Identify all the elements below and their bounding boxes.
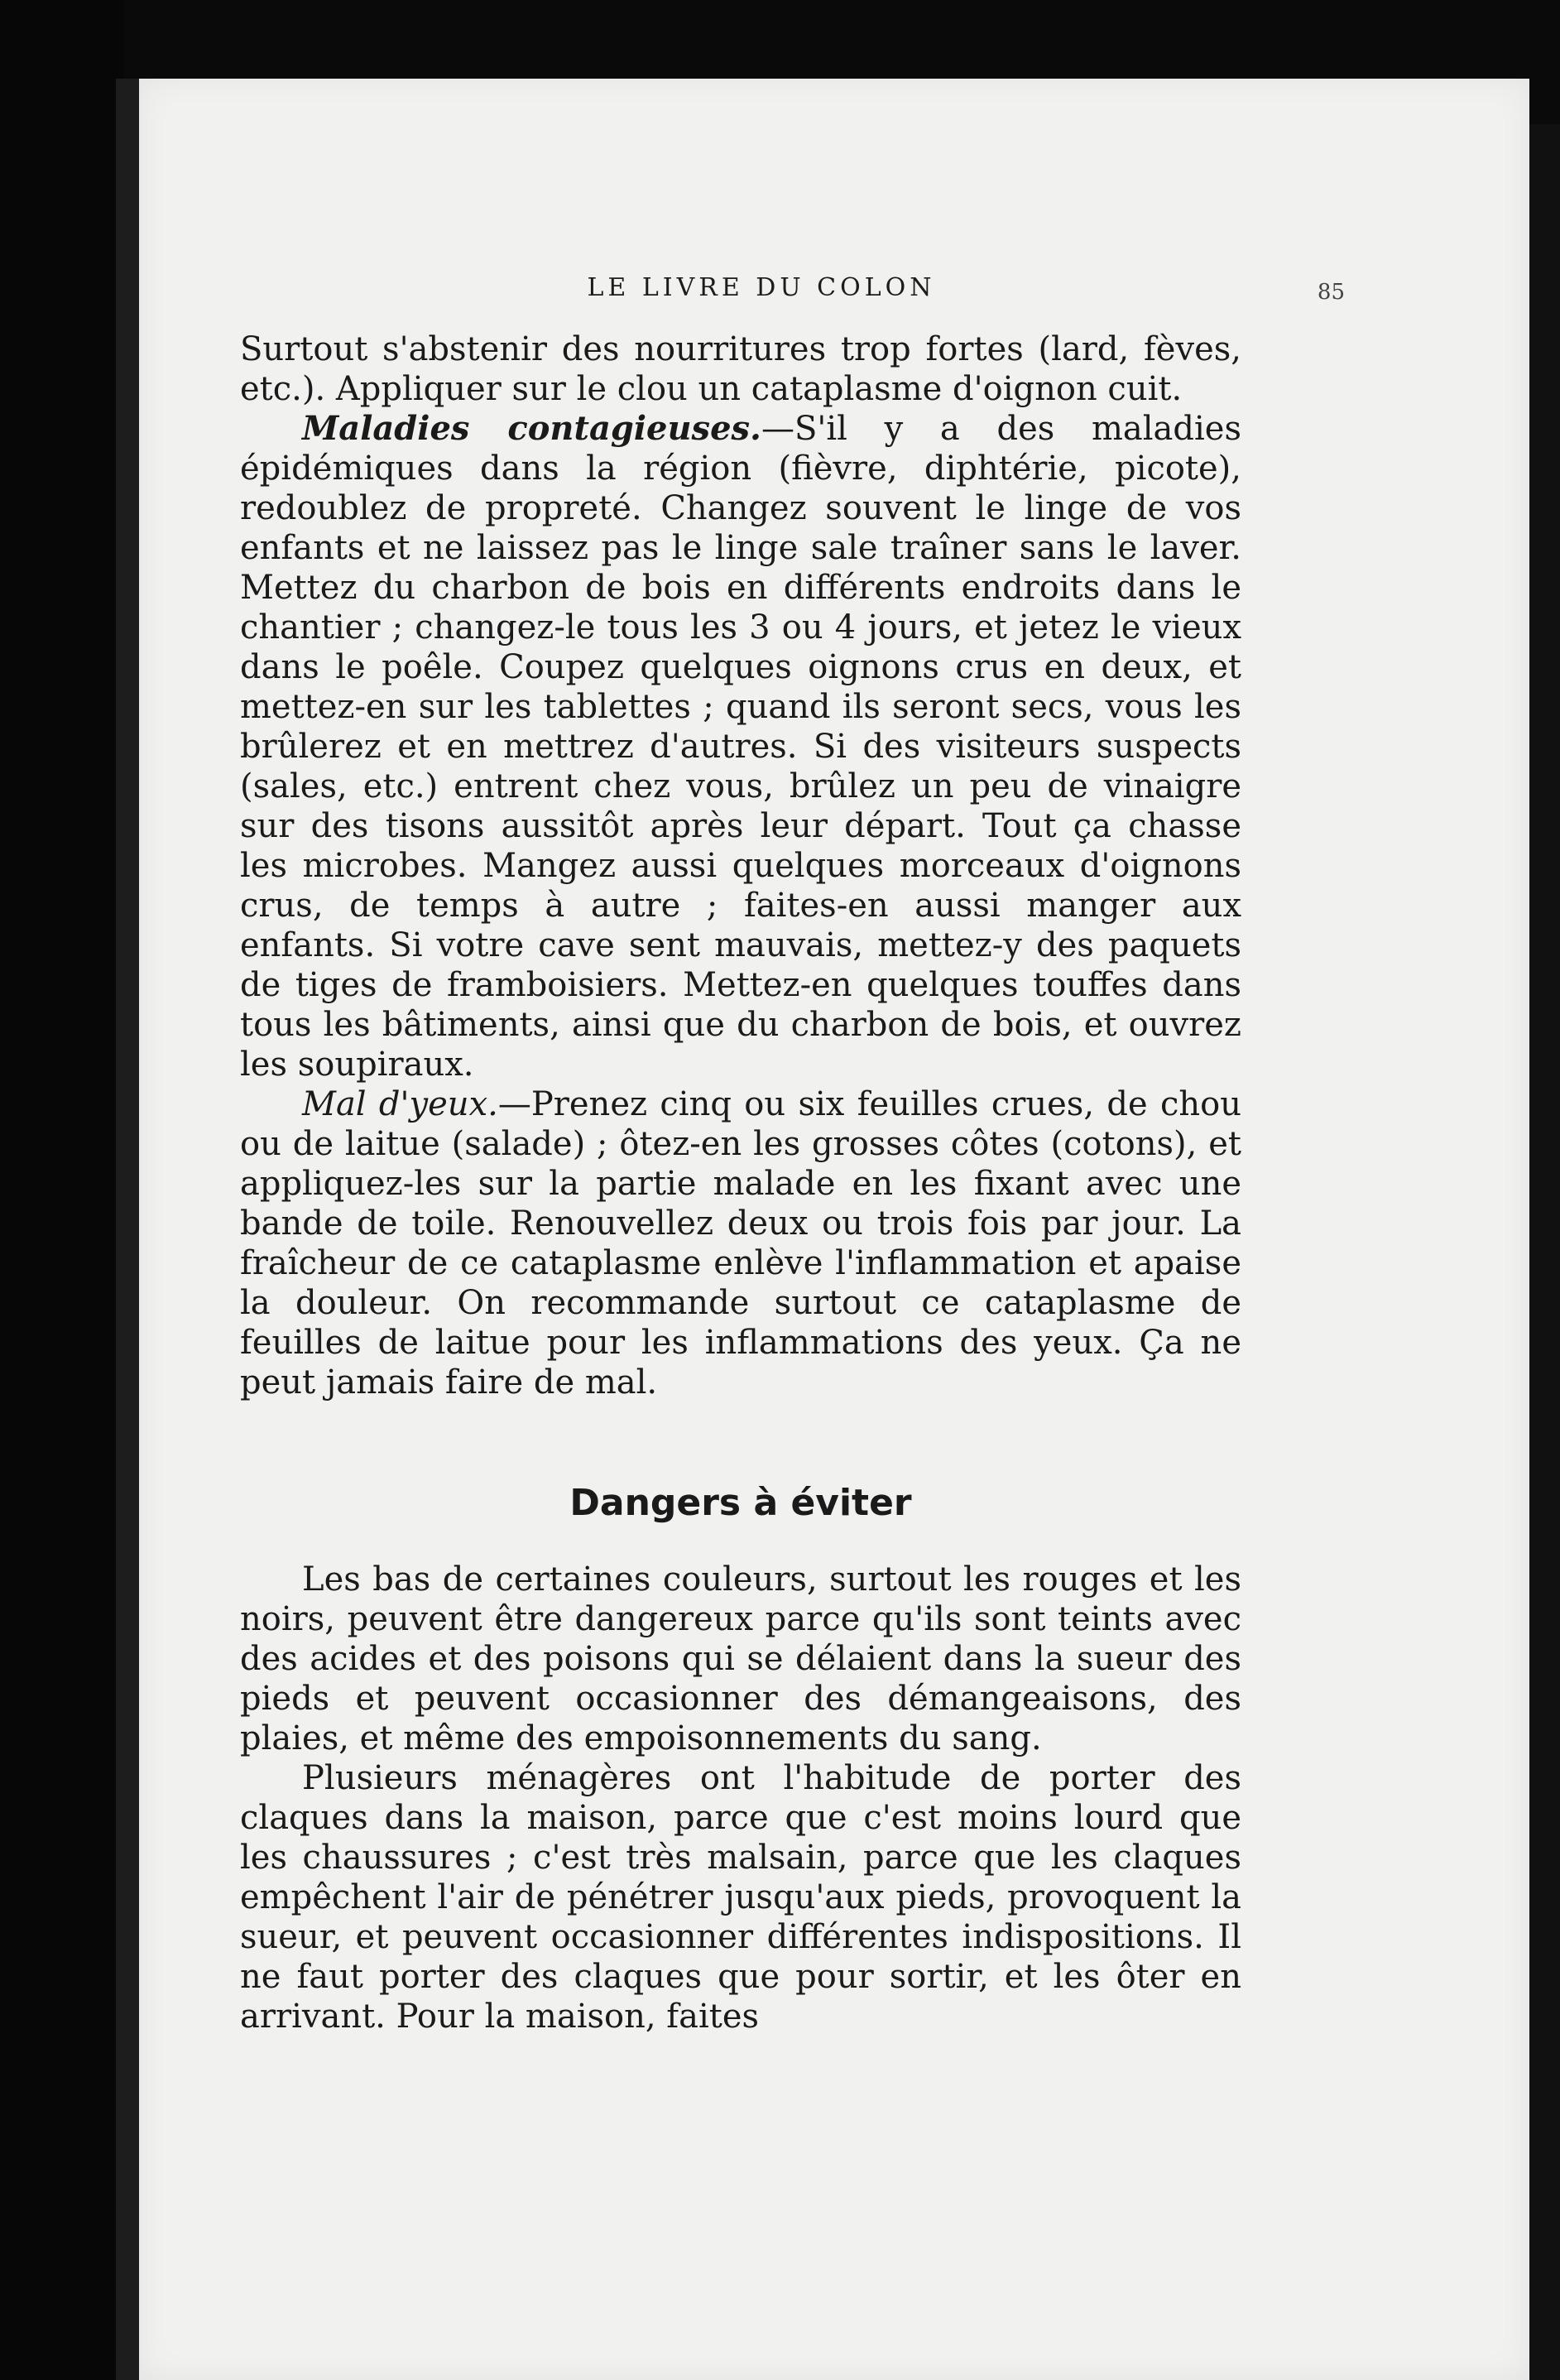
- page-number: 85: [1317, 280, 1345, 305]
- paragraph-term: Maladies contagieuses.: [302, 409, 761, 448]
- paragraph: [240, 409, 1241, 1084]
- paragraph-text: —S'il y a des maladies épidémiques dans la région (fièvre, diphtérie, picote), redoublez de propreté. Changez souvent le linge de vos enfants et ne laissez pas le linge sale traîner sans le laver. Mettez du charbon de bois en différents endroits dans le chantier ; changez-le tous les 3 ou 4 jours, et jetez le vieux dans le poêle. Coupez quelques oignons crus en deux, et mettez-en sur les tablettes ; quand ils seront secs, vous les brûlerez et en mettrez d'autres. Si des visiteurs suspects (sales, etc.) entrent chez vous, brûlez un peu de vinaigre sur des tisons aussitôt après leur départ. Tout ça chasse les microbes. Mangez aussi quelques morceaux d'oignons crus, de temps à autre ; faites-en aussi manger aux enfants. Si votre cave sent mauvais, mettez-y des paquets de tiges de framboisiers. Mettez-en quelques touffes dans tous les bâtiments, ainsi que du charbon de bois, et ouvrez les soupiraux.: [240, 410, 1241, 1084]
- section-body-text: [240, 1560, 1241, 2036]
- paragraph-text: —Prenez cinq ou six feuilles crues, de chou ou de laitue (salade) ; ôtez-en les grosses côtes (cotons), et appliquez-les sur la partie malade en les fixant avec une bande de toile. Renouvellez deux ou trois fois par jour. La fraîcheur de ce cataplasme enlève l'inflammation et apaise la douleur. On recommande surtout ce cataplasme de feuilles de laitue pour les inflammations des yeux. Ça ne peut jamais faire de mal.: [240, 1085, 1241, 1402]
- paragraph-text: Surtout s'abstenir des nourritures trop fortes (lard, fèves, etc.). Appliquer sur le clou un cataplasme d'oignon cuit.: [240, 330, 1241, 408]
- paragraph: Les bas de certaines couleurs, surtout les rouges et les noirs, peuvent être dangereux parce qu'ils sont teints avec des acides et des poisons qui se délaient dans la sueur des pieds et peuvent occasionner des démangeaisons, des plaies, et même des empoisonnements du sang.: [240, 1560, 1241, 1757]
- paragraph: [240, 1084, 1241, 1402]
- paragraph: [240, 329, 1241, 409]
- scan-left-background: [0, 0, 124, 2380]
- paragraph-term: Mal d'yeux.: [302, 1085, 498, 1123]
- paragraph: Plusieurs ménagères ont l'habitude de porter des claques dans la maison, parce que c'est moins lourd que les chaussures ; c'est très malsain, parce que les claques empêchent l'air de pénétrer jusqu'aux pieds, provoquent la sueur, et peuvent occasionner différentes indispositions. Il ne faut porter des claques que pour sortir, et les ôter en arrivant. Pour la maison, faites: [240, 1759, 1241, 2036]
- body-text: [240, 329, 1241, 1402]
- running-head: LE LIVRE DU COLON: [587, 273, 936, 302]
- section-heading: Dangers à éviter: [569, 1482, 912, 1524]
